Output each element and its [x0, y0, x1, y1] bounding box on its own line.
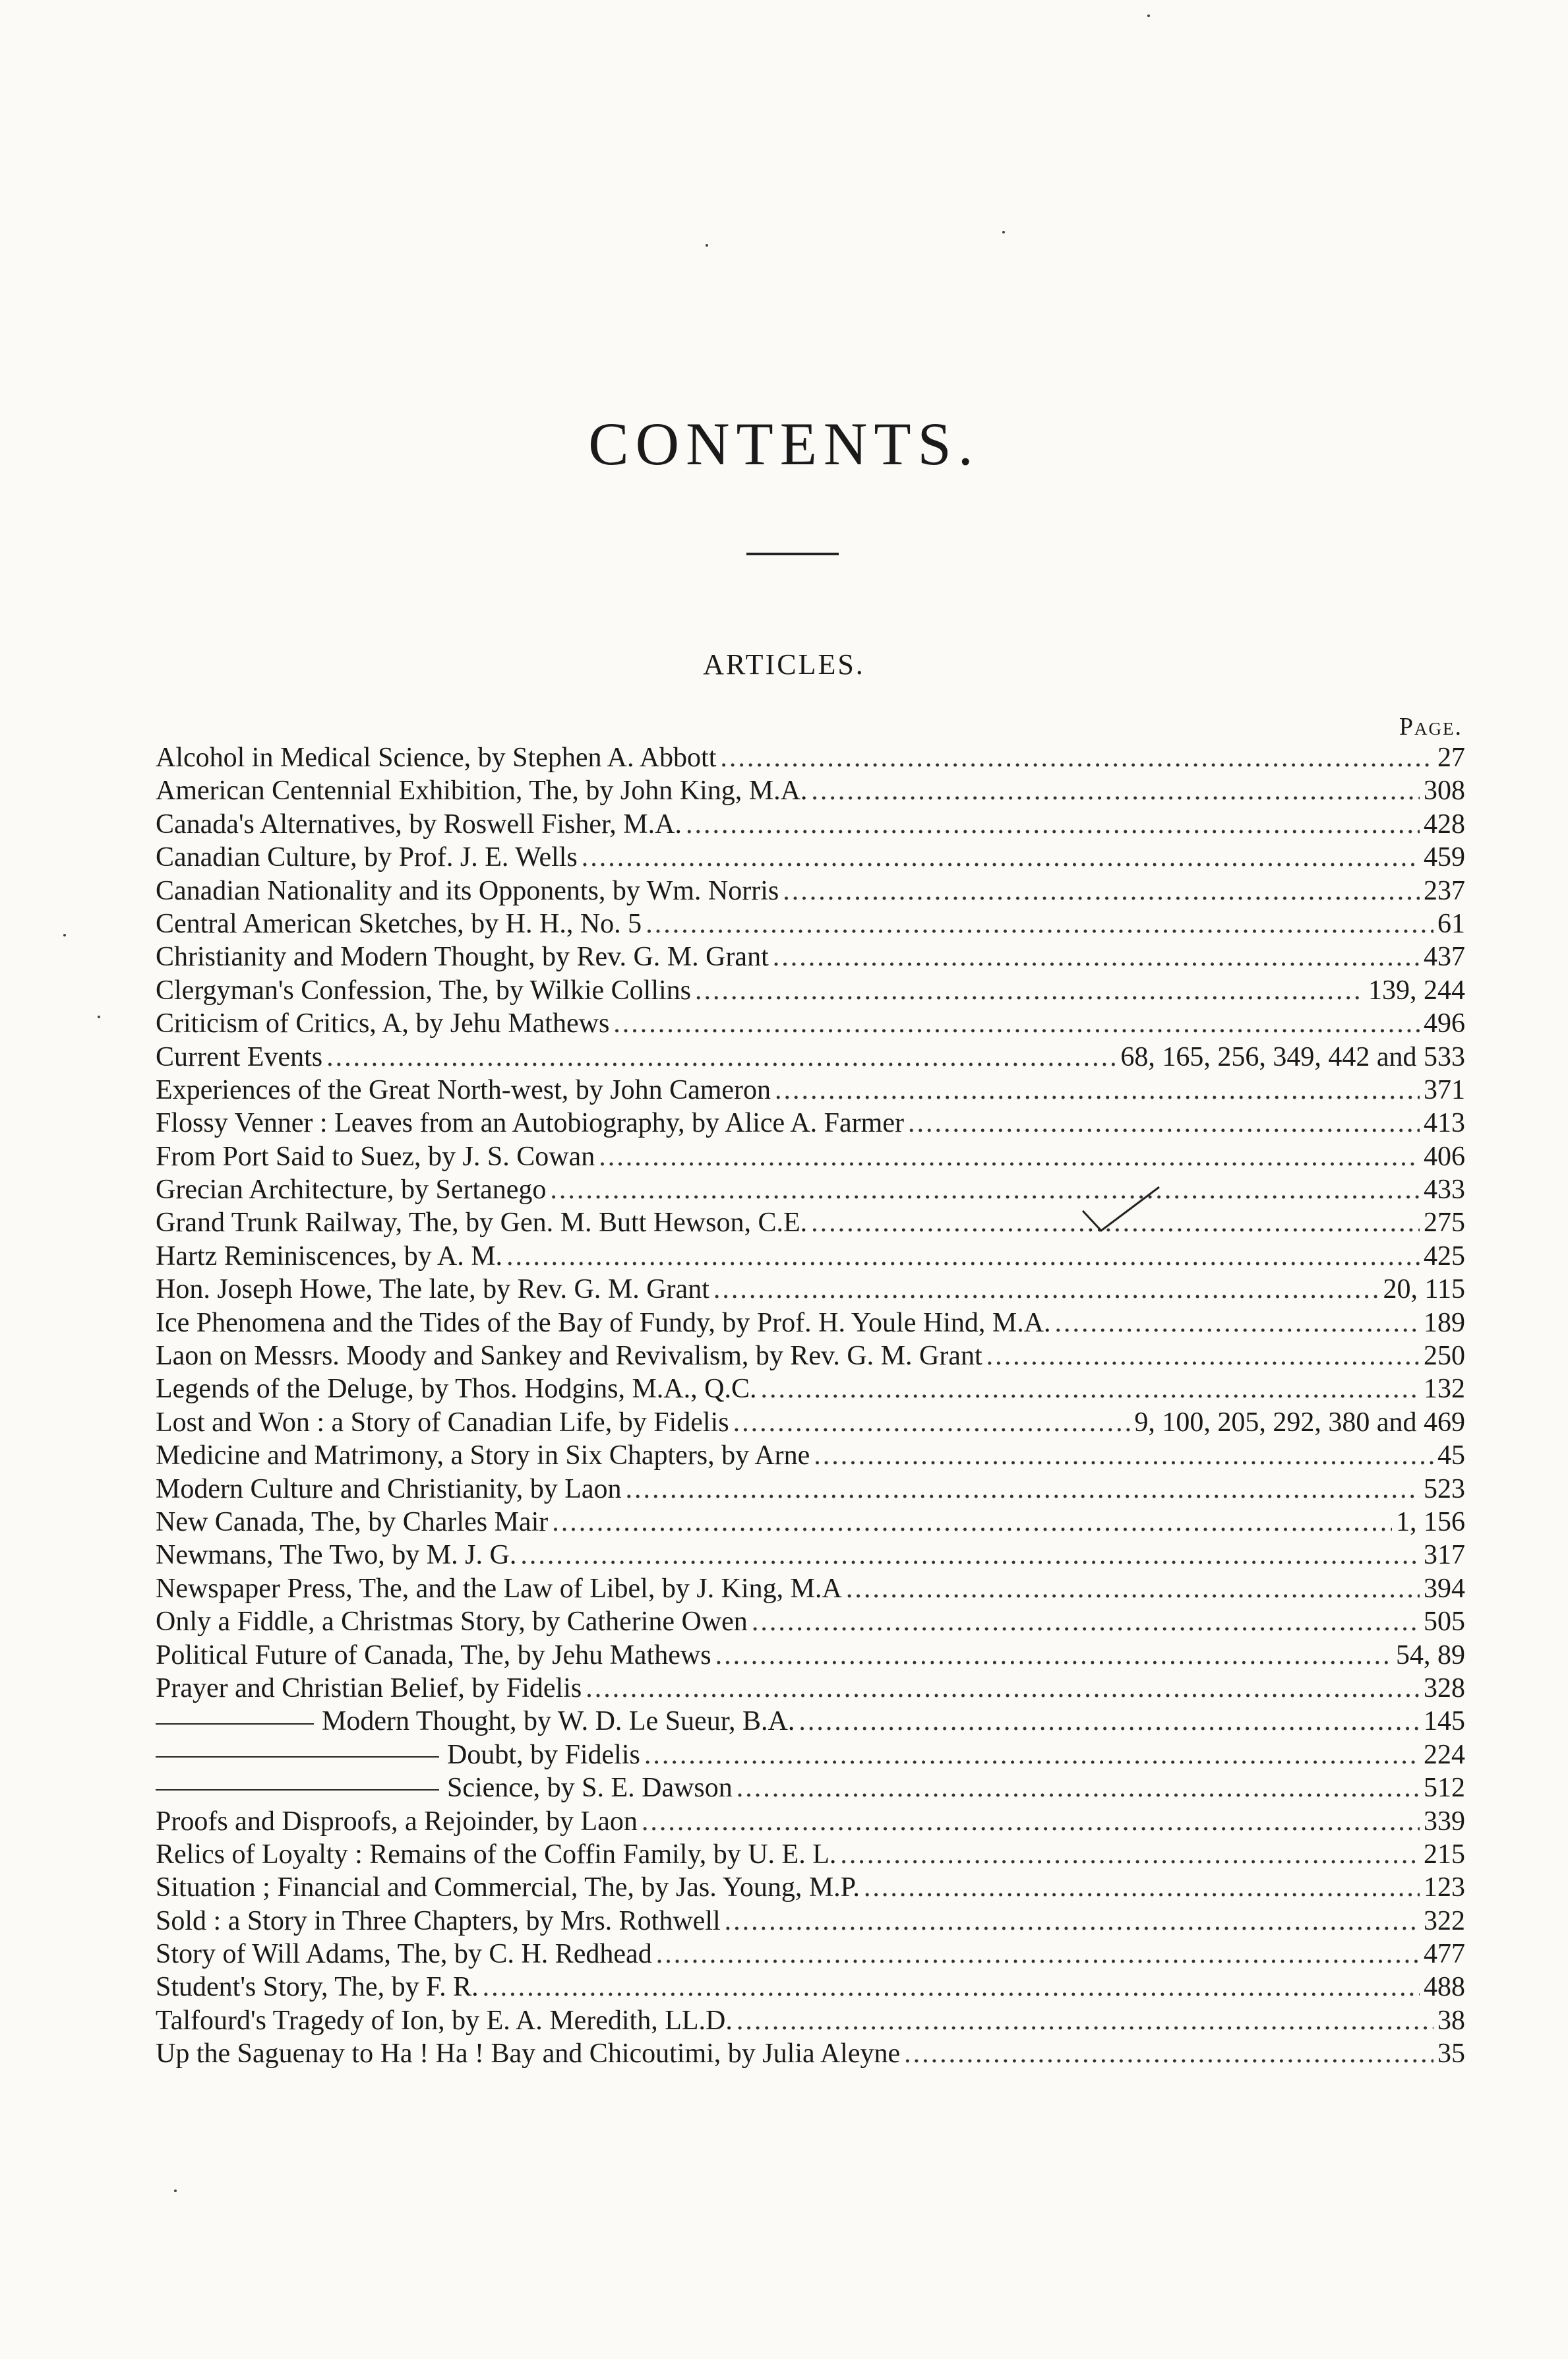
entry-title: Modern Thought, by W. D. Le Sueur, B.A. — [156, 1705, 795, 1738]
toc-entry — [156, 841, 1465, 874]
entry-pages: 394 — [1424, 1573, 1465, 1604]
entry-title: Canadian Nationality and its Opponents, by Wm. Norris — [156, 875, 779, 906]
title-rule — [746, 553, 839, 555]
toc-entry — [156, 1240, 1465, 1273]
entry-title: Proofs and Disproofs, a Rejoinder, by Laon — [156, 1806, 638, 1837]
entry-title: Grand Trunk Railway, The, by Gen. M. Butt Hewson, C.E. — [156, 1208, 808, 1239]
entry-title: Student's Story, The, by F. R. — [156, 1972, 479, 2003]
toc-entry — [156, 1041, 1465, 1074]
entry-pages: 308 — [1424, 776, 1465, 807]
entry-title: Laon on Messrs. Moody and Sankey and Revivalism, by Rev. G. M. Grant — [156, 1341, 982, 1372]
leader-dots — [799, 1705, 1420, 1738]
page-title: CONTENTS. — [588, 410, 980, 477]
toc-entry — [156, 1107, 1465, 1140]
toc-entry — [156, 1306, 1465, 1339]
entry-title: Experiences of the Great North-west, by John Cameron — [156, 1074, 771, 1105]
leader-dots — [656, 1938, 1420, 1971]
toc-entry — [156, 2037, 1465, 2070]
entry-title: From Port Said to Suez, by J. S. Cowan — [156, 1141, 595, 1172]
entry-pages: 237 — [1424, 875, 1465, 906]
leader-dots — [904, 2037, 1433, 2070]
leader-dots — [686, 808, 1420, 841]
entry-pages: 425 — [1424, 1241, 1465, 1271]
leader-dots — [752, 1605, 1420, 1638]
entry-title: Sold : a Story in Three Chapters, by Mrs. Rothwell — [156, 1905, 721, 1936]
entry-pages: 477 — [1424, 1939, 1465, 1970]
toc-entry — [156, 808, 1465, 841]
toc-entry — [156, 1871, 1465, 1904]
entry-title: Canada's Alternatives, by Roswell Fisher, M.A. — [156, 809, 682, 840]
entry-title: Alcohol in Medical Science, by Stephen A. Abbott — [156, 743, 717, 773]
entry-pages: 61 — [1437, 908, 1465, 939]
leader-dots — [483, 1971, 1420, 2004]
entry-pages: 406 — [1424, 1141, 1465, 1172]
entry-title: American Centennial Exhibition, The, by John King, M.A. — [156, 776, 808, 807]
entry-pages: 123 — [1424, 1872, 1465, 1903]
entry-pages: 38 — [1437, 2005, 1465, 2036]
toc-entry — [156, 1074, 1465, 1107]
toc-entry — [156, 1672, 1465, 1705]
entry-pages: 9, 100, 205, 292, 380 and 469 — [1134, 1407, 1465, 1438]
entry-pages: 250 — [1424, 1341, 1465, 1372]
toc-entry — [156, 774, 1465, 807]
toc-entry — [156, 2004, 1465, 2037]
entry-pages: 45 — [1437, 1440, 1465, 1471]
entry-title: Hartz Reminiscences, by A. M. — [156, 1241, 503, 1271]
entry-title: Talfourd's Tragedy of Ion, by E. A. Meredith, LL.D. — [156, 2005, 733, 2036]
entry-title: Ice Phenomena and the Tides of the Bay of Fundy, by Prof. H. Youle Hind, M.A. — [156, 1307, 1051, 1338]
toc-entry — [156, 907, 1465, 940]
entry-pages: 20, 115 — [1383, 1274, 1465, 1305]
toc-entry — [156, 1705, 1465, 1738]
leader-dots — [599, 1140, 1420, 1173]
toc-entry — [156, 1905, 1465, 1938]
leader-dots — [864, 1871, 1420, 1904]
toc-entry — [156, 1738, 1465, 1771]
entry-pages: 437 — [1424, 942, 1465, 973]
leader-dots — [720, 741, 1433, 774]
entry-title: Criticism of Critics, A, by Jehu Mathews — [156, 1008, 610, 1039]
leader-dots — [715, 1639, 1392, 1672]
leader-dots — [550, 1173, 1420, 1206]
leader-dots — [644, 1738, 1420, 1771]
leader-dots — [846, 1572, 1420, 1605]
leader-dots — [586, 1672, 1420, 1705]
leader-dots — [713, 1273, 1379, 1306]
entry-title: Science, by S. E. Dawson — [156, 1771, 733, 1804]
entry-title: Clergyman's Confession, The, by Wilkie Collins — [156, 975, 692, 1006]
leader-dots — [725, 1905, 1420, 1938]
toc-entry — [156, 1473, 1465, 1506]
toc-entry — [156, 1938, 1465, 1971]
entry-pages: 428 — [1424, 809, 1465, 840]
toc-entry — [156, 1506, 1465, 1539]
leader-dots — [760, 1372, 1420, 1405]
toc-entry — [156, 1140, 1465, 1173]
entry-title: Newmans, The Two, by M. J. G. — [156, 1540, 517, 1571]
leader-dots — [986, 1339, 1420, 1372]
entry-pages: 139, 244 — [1368, 975, 1465, 1006]
entry-pages: 433 — [1424, 1175, 1465, 1206]
entry-pages: 132 — [1424, 1374, 1465, 1405]
entry-pages: 339 — [1424, 1806, 1465, 1837]
toc-entry — [156, 1339, 1465, 1372]
toc-entry — [156, 1572, 1465, 1605]
entry-title: Flossy Venner : Leaves from an Autobiography, by Alice A. Farmer — [156, 1108, 904, 1139]
toc-entry — [156, 1838, 1465, 1871]
entry-pages: 189 — [1424, 1307, 1465, 1338]
toc-entry — [156, 1639, 1465, 1672]
toc-entry — [156, 1173, 1465, 1206]
leader-dots — [626, 1473, 1420, 1506]
margin-speck — [174, 2190, 177, 2192]
entry-pages: 488 — [1424, 1972, 1465, 2003]
leader-dots — [811, 774, 1420, 807]
toc-entry — [156, 1439, 1465, 1472]
entry-pages: 68, 165, 256, 349, 442 and 533 — [1120, 1041, 1465, 1072]
toc-entry — [156, 1406, 1465, 1439]
entry-title: Legends of the Deluge, by Thos. Hodgins, M.A., Q.C. — [156, 1374, 757, 1405]
section-heading: ARTICLES. — [703, 648, 865, 681]
margin-speck — [1147, 15, 1150, 17]
toc-entry — [156, 1206, 1465, 1239]
toc-entry — [156, 1273, 1465, 1306]
entry-title: Lost and Won : a Story of Canadian Life, by Fidelis — [156, 1407, 729, 1438]
leader-dots — [552, 1506, 1392, 1539]
entry-title: Political Future of Canada, The, by Jehu Mathews — [156, 1639, 711, 1670]
leader-dots — [1055, 1306, 1420, 1339]
entry-title: Christianity and Modern Thought, by Rev. G. M. Grant — [156, 942, 769, 973]
entry-title: Hon. Joseph Howe, The late, by Rev. G. M. Grant — [156, 1274, 709, 1305]
entry-title: Doubt, by Fidelis — [156, 1738, 640, 1771]
entry-title: Canadian Culture, by Prof. J. E. Wells — [156, 842, 578, 873]
entry-pages: 523 — [1424, 1473, 1465, 1504]
entry-pages: 35 — [1437, 2038, 1465, 2069]
entry-pages: 27 — [1437, 743, 1465, 773]
margin-speck — [98, 1016, 100, 1018]
entry-title: Newspaper Press, The, and the Law of Libel, by J. King, M.A — [156, 1573, 842, 1604]
entry-title: Modern Culture and Christianity, by Laon — [156, 1473, 622, 1504]
leader-dots — [737, 1771, 1420, 1804]
entry-pages: 322 — [1424, 1905, 1465, 1936]
entry-pages: 505 — [1424, 1607, 1465, 1638]
entry-title: Only a Fiddle, a Christmas Story, by Catherine Owen — [156, 1607, 748, 1638]
leader-dots — [908, 1107, 1420, 1140]
entry-pages: 496 — [1424, 1008, 1465, 1039]
entry-title: Up the Saguenay to Ha ! Ha ! Bay and Chicoutimi, by Julia Aleyne — [156, 2038, 901, 2069]
entry-title: Prayer and Christian Belief, by Fidelis — [156, 1672, 582, 1703]
leader-dots — [783, 874, 1420, 907]
entry-pages: 459 — [1424, 842, 1465, 873]
leader-dots — [695, 974, 1364, 1007]
entry-pages: 317 — [1424, 1540, 1465, 1571]
page-column-label: Page. — [1399, 713, 1462, 741]
entry-pages: 275 — [1424, 1208, 1465, 1239]
toc-list — [156, 741, 1465, 2071]
entry-title: New Canada, The, by Charles Mair — [156, 1506, 549, 1537]
entry-pages: 54, 89 — [1396, 1639, 1465, 1670]
entry-pages: 371 — [1424, 1074, 1465, 1105]
margin-speck — [1002, 231, 1005, 233]
leader-dots — [520, 1539, 1420, 1572]
entry-pages: 328 — [1424, 1672, 1465, 1703]
leader-dots — [506, 1240, 1420, 1273]
toc-entry — [156, 741, 1465, 774]
leader-dots — [326, 1041, 1116, 1074]
pencil-check-mark — [1081, 1184, 1161, 1237]
entry-pages: 145 — [1424, 1706, 1465, 1737]
toc-entry — [156, 1771, 1465, 1804]
leader-dots — [814, 1439, 1433, 1472]
entry-title: Grecian Architecture, by Sertanego — [156, 1175, 547, 1206]
toc-entry — [156, 1971, 1465, 2004]
entry-title: Relics of Loyalty : Remains of the Coffin Family, by U. E. L. — [156, 1839, 837, 1870]
leader-dots — [775, 1074, 1420, 1107]
leader-dots — [642, 1805, 1420, 1838]
entry-pages: 215 — [1424, 1839, 1465, 1870]
toc-entry — [156, 1605, 1465, 1638]
entry-pages: 224 — [1424, 1739, 1465, 1770]
leader-dots — [773, 940, 1420, 973]
leader-dots — [733, 1406, 1131, 1439]
entry-title: Story of Will Adams, The, by C. H. Redhead — [156, 1939, 652, 1970]
leader-dots — [646, 907, 1433, 940]
toc-entry — [156, 1805, 1465, 1838]
entry-pages: 413 — [1424, 1108, 1465, 1139]
margin-speck — [706, 244, 708, 247]
toc-entry — [156, 1539, 1465, 1572]
toc-entry — [156, 874, 1465, 907]
entry-title: Current Events — [156, 1041, 323, 1072]
entry-title: Central American Sketches, by H. H., No. 5 — [156, 908, 642, 939]
entry-pages: 512 — [1424, 1773, 1465, 1804]
toc-entry — [156, 1372, 1465, 1405]
entry-title: Medicine and Matrimony, a Story in Six Chapters, by Arne — [156, 1440, 810, 1471]
leader-dots — [613, 1007, 1420, 1040]
toc-entry — [156, 974, 1465, 1007]
leader-dots — [582, 841, 1420, 874]
toc-entry — [156, 940, 1465, 973]
toc-entry — [156, 1007, 1465, 1040]
leader-dots — [840, 1838, 1420, 1871]
leader-dots — [737, 2004, 1433, 2037]
entry-pages: 1, 156 — [1396, 1506, 1465, 1537]
margin-speck — [63, 934, 66, 936]
entry-title: Situation ; Financial and Commercial, The, by Jas. Young, M.P. — [156, 1872, 860, 1903]
